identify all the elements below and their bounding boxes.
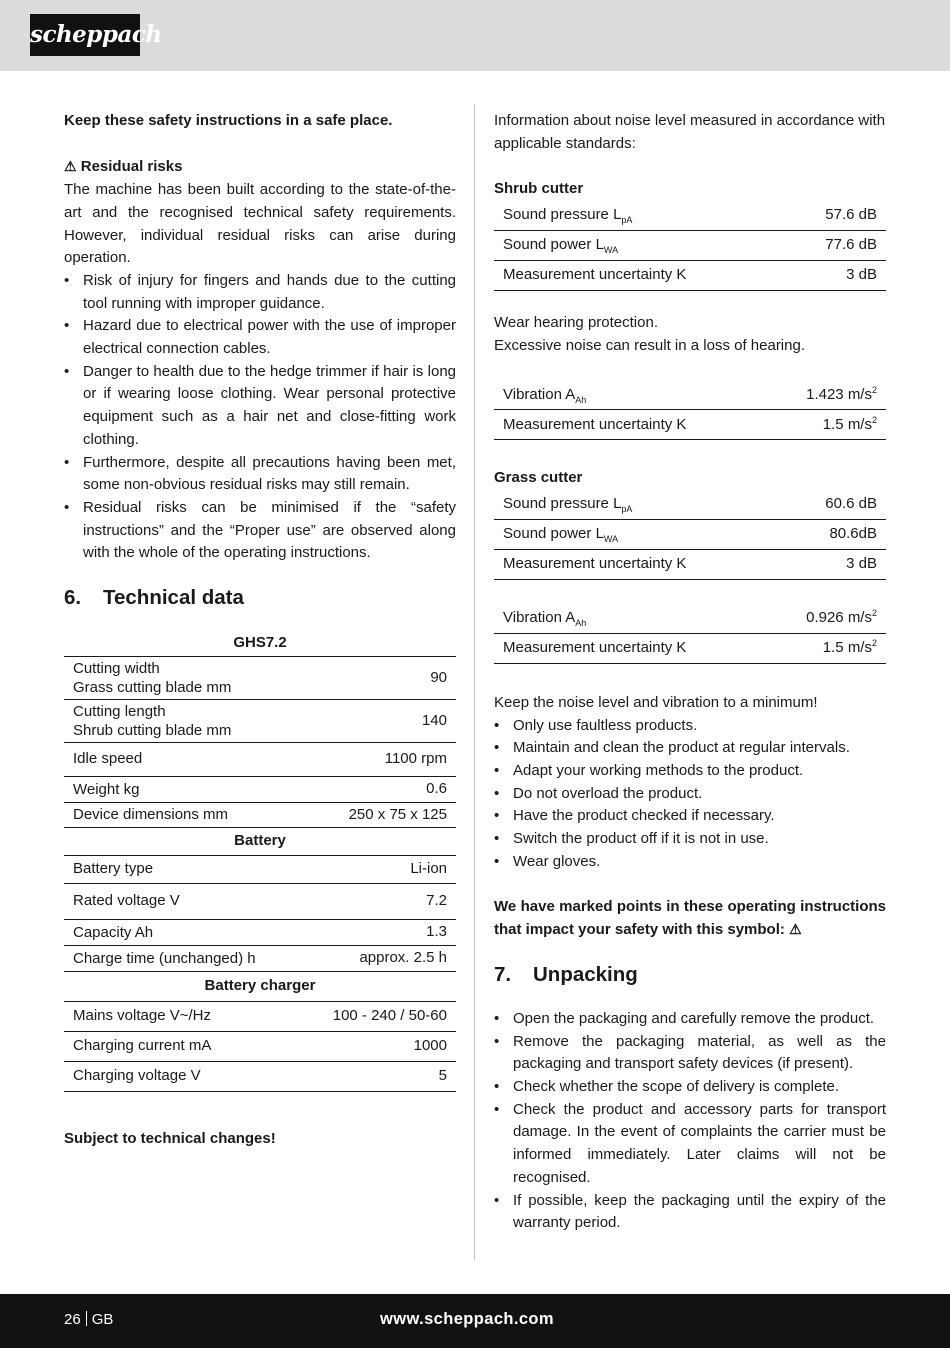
row-label: Sound pressure $L_{pA}$ (494, 490, 785, 520)
keep-low-note: Keep the noise level and vibration to a minimum! (494, 693, 818, 711)
residual-risks-heading (64, 155, 456, 179)
row-value: 5 (300, 1062, 456, 1092)
row-value: 1.3 (300, 920, 456, 946)
list-item: • Only use faultless products. (494, 715, 886, 738)
separator (86, 1311, 87, 1326)
row-label: Battery type (64, 856, 300, 884)
table-row (64, 1002, 456, 1032)
table-row (494, 230, 886, 260)
table-row (494, 490, 886, 520)
shrub-cutter-heading: Shrub cutter (494, 180, 584, 198)
row-label: Capacity Ah (64, 920, 300, 946)
unpacking-list (494, 1008, 886, 1235)
shrub-vibration-table (494, 380, 886, 440)
table-row (494, 633, 886, 663)
hearing-loss-note: Excessive noise can result in a loss of hearing. (494, 336, 805, 354)
section-number: 6. (64, 586, 82, 610)
row-value: 140 (300, 700, 456, 743)
table-row (64, 700, 456, 743)
keep-low-list (494, 715, 886, 874)
list-item: • Adapt your working methods to the product. (494, 760, 886, 783)
table-row (494, 201, 886, 231)
section-title: Technical data (103, 586, 244, 610)
table-row (494, 549, 886, 579)
row-value: 0.926 $m/s^2$ (766, 604, 886, 634)
list-item: • Do not overload the product. (494, 783, 886, 806)
list-item: • Switch the product off if it is not in use. (494, 828, 886, 851)
row-value: 80.6dB (785, 519, 886, 549)
table-row (494, 410, 886, 440)
row-value: 1.423 $m/s^2$ (766, 380, 886, 410)
table-heading-battery: Battery (64, 828, 456, 856)
grass-noise-table (494, 490, 886, 580)
row-label: Cutting length (73, 703, 166, 721)
table-row (494, 604, 886, 634)
warning-icon: ⚠ (789, 921, 802, 938)
row-label: Charging current mA (64, 1032, 300, 1062)
list-item: • Wear gloves. (494, 851, 886, 874)
row-label: Charging voltage V (64, 1062, 300, 1092)
row-label: Rated voltage V (64, 884, 300, 920)
page-footer (0, 1294, 950, 1348)
safety-symbol-note: We have marked points in these operating instructions that impact your safety with this symbol: ⚠ (494, 897, 886, 939)
row-label: Mains voltage V~/Hz (64, 1002, 300, 1032)
table-row (494, 260, 886, 290)
row-label: Measurement uncertainty K (494, 549, 785, 579)
list-item: • Check whether the scope of delivery is complete. (494, 1076, 886, 1099)
row-value: 7.2 (300, 884, 456, 920)
list-item: • Have the product checked if necessary. (494, 805, 886, 828)
row-label: Measurement uncertainty K (494, 260, 785, 290)
grass-vibration-table (494, 604, 886, 664)
shrub-noise-table (494, 201, 886, 291)
row-value: 1100 rpm (300, 743, 456, 777)
row-value: 90 (300, 657, 456, 700)
row-value: approx. 2.5 h (300, 946, 456, 972)
table-row (64, 1062, 456, 1092)
row-label: Device dimensions mm (64, 803, 300, 828)
row-value: Li-ion (300, 856, 456, 884)
residual-risks-title: Residual risks (80, 158, 183, 176)
list-item: • Maintain and clean the product at regular intervals. (494, 737, 886, 760)
list-item: • Furthermore, despite all precautions having been met, some non-obvious residual risks may still remain. (64, 452, 456, 497)
list-item: • Risk of injury for fingers and hands due to the cutting tool running with improper guidance. (64, 270, 456, 315)
list-item: • Residual risks can be minimised if the “safety instructions” and the “Proper use” are observed along with the whole of the operating instructions. (64, 497, 456, 565)
table-row (64, 803, 456, 828)
section-7-heading (494, 961, 886, 989)
grass-cutter-heading: Grass cutter (494, 469, 583, 487)
row-label: Sound pressure $L_{pA}$ (494, 201, 785, 231)
website-link[interactable]: www.scheppach.com (380, 1310, 554, 1328)
table-heading-charger: Battery charger (64, 972, 456, 1002)
row-value: 1.5 $m/s^2$ (766, 410, 886, 440)
table-heading-model: GHS7.2 (64, 630, 456, 657)
row-value: 77.6 dB (785, 230, 886, 260)
table-row (64, 920, 456, 946)
row-label: Measurement uncertainty K (494, 410, 766, 440)
row-value: 3 dB (785, 549, 886, 579)
row-label: Measurement uncertainty K (494, 633, 766, 663)
row-label: Sound power $L_{WA}$ (494, 230, 785, 260)
table-row (64, 884, 456, 920)
row-value: 57.6 dB (785, 201, 886, 231)
row-value: 1.5 $m/s^2$ (766, 633, 886, 663)
row-label: Cutting width (73, 660, 160, 678)
table-row (64, 946, 456, 972)
row-value: 3 dB (785, 260, 886, 290)
section-title: Unpacking (533, 962, 638, 986)
list-item: • If possible, keep the packaging until the expiry of the warranty period. (494, 1190, 886, 1235)
row-label-line2: Grass cutting blade mm (73, 679, 232, 697)
row-label: Charge time (unchanged) h (64, 946, 300, 972)
page-header (0, 0, 950, 71)
noise-intro: Information about noise level measured in accordance with applicable standards: (494, 112, 886, 152)
list-item: • Danger to health due to the hedge trimmer if hair is long or if wearing loose clothing. Wear personal protective equipment such as a hair net and close-fitting work clothing. (64, 361, 456, 452)
hearing-protection-note: Wear hearing protection. (494, 313, 658, 331)
list-item: • Remove the packaging material, as well as the packaging and transport safety devices (if present). (494, 1031, 886, 1076)
table-row (494, 519, 886, 549)
table-row (64, 743, 456, 777)
list-item: • Open the packaging and carefully remove the product. (494, 1008, 886, 1031)
table-row (64, 777, 456, 803)
residual-risks-intro: The machine has been built according to the state-of-the-art and the recognised technical safety requirements. However, individual residual risks can arise during operation. (64, 181, 456, 267)
subject-to-changes-note: Subject to technical changes! (64, 1130, 276, 1148)
right-column (494, 110, 886, 1235)
scheppach-logo: scheppach (30, 14, 140, 56)
row-value: 1000 (300, 1032, 456, 1062)
row-label: Idle speed (64, 743, 300, 777)
left-column (64, 110, 456, 1151)
row-value: 250 x 75 x 125 (300, 803, 456, 828)
table-row (64, 1032, 456, 1062)
warning-icon: ⚠ (64, 158, 77, 175)
page-number: 26 GB (64, 1311, 114, 1328)
technical-data-table (64, 630, 456, 1092)
table-row (64, 657, 456, 700)
row-label: Vibration $A_{Ah}$ (494, 380, 766, 410)
table-row (494, 380, 886, 410)
table-row (64, 856, 456, 884)
row-label-line2: Shrub cutting blade mm (73, 722, 232, 740)
residual-risks-list (64, 270, 456, 565)
row-label: Sound power $L_{WA}$ (494, 519, 785, 549)
column-divider (474, 104, 475, 1260)
list-item: • Hazard due to electrical power with the use of improper electrical connection cables. (64, 315, 456, 360)
section-6-heading (64, 584, 456, 612)
row-label: Vibration $A_{Ah}$ (494, 604, 766, 634)
list-item: • Check the product and accessory parts for transport damage. In the event of complaints the carrier must be informed immediately. Later claims will not be recognised. (494, 1099, 886, 1190)
row-value: 60.6 dB (785, 490, 886, 520)
section-number: 7. (494, 962, 512, 986)
row-label: Weight kg (64, 777, 300, 803)
keep-instructions-note: Keep these safety instructions in a safe place. (64, 112, 393, 129)
row-value: 100 - 240 / 50-60 (300, 1002, 456, 1032)
row-value: 0.6 (300, 777, 456, 803)
